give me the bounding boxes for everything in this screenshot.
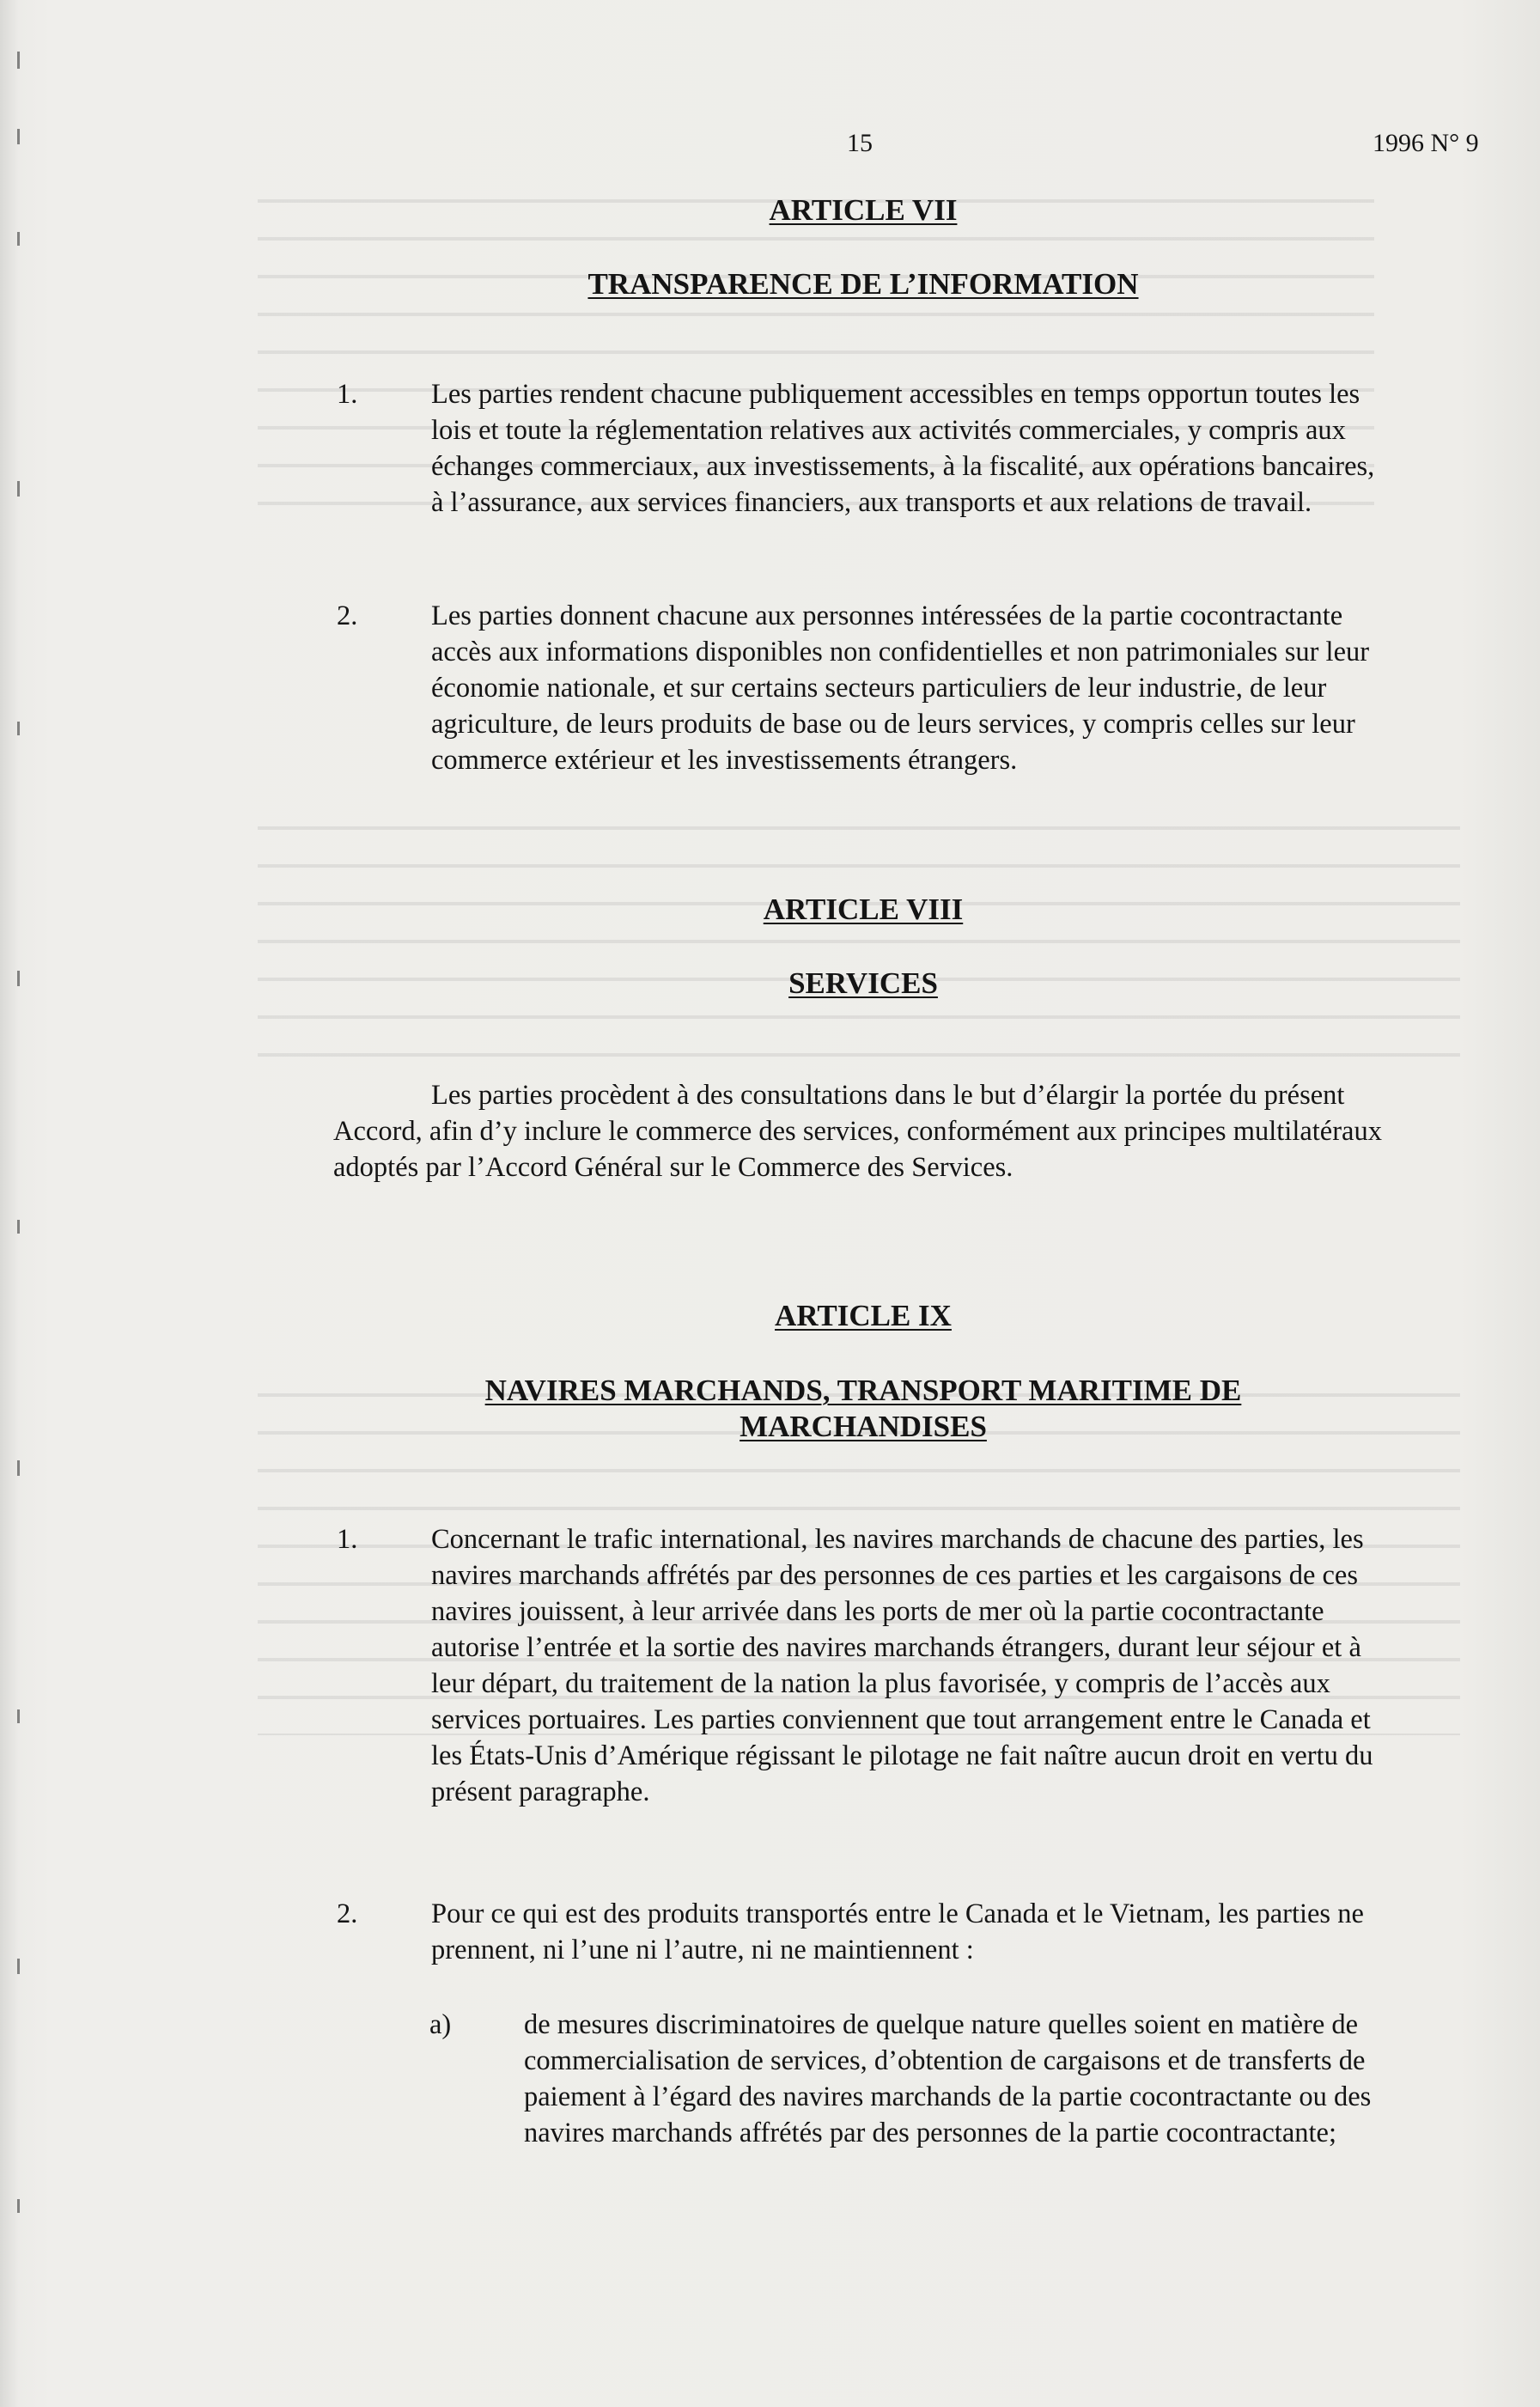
article-7-item-2-number: 2. (337, 600, 358, 631)
article-9-item-1-text: Concernant le trafic international, les navires marchands de chacune des parties, les navires marchands affrétés par des personnes de ces parties et les cargaisons de ces navires jouissent, à leur arrivée dans les ports de mer où la partie cocontractante autorise l’entrée et la sortie des navires marchands étrangers, durant leur séjour et à leur départ, du traitement de la nation la plus favorisée, y compris de l’accès aux services portuaires. Les parties conviennent que tout arrangement entre le Canada et les États-Unis d’Amérique régissant le pilotage ne fait naître aucun droit en vertu du présent paragraphe. (431, 1524, 1373, 1807)
scan-edge-mark (17, 129, 20, 144)
article-7-item-1-text: Les parties rendent chacune publiquement accessibles en temps opportun toutes les lois et toute la réglementation relatives aux activités commerciales, y compris aux échanges commerciaux, aux investissements, à la fiscalité, aux opérations bancaires, à l’assurance, aux services financiers, aux transports et aux relations de travail. (431, 379, 1375, 518)
article-8-subtitle: SERVICES (788, 966, 938, 1000)
article-9-item-1-number: 1. (337, 1524, 358, 1555)
article-7-title: ARTICLE VII (769, 193, 958, 227)
scan-edge-mark (17, 52, 20, 69)
article-9-subtitle-line-2: MARCHANDISES (740, 1410, 987, 1443)
article-7-item-1-number: 1. (337, 379, 358, 410)
article-7-subtitle: TRANSPARENCE DE L’INFORMATION (587, 267, 1139, 301)
article-9-title: ARTICLE IX (775, 1299, 952, 1332)
scan-edge-mark (17, 232, 20, 246)
article-9-item-2-number: 2. (337, 1898, 358, 1929)
article-7-item-2-text: Les parties donnent chacune aux personnes intéressées de la partie cocontractante accès aux informations disponibles non confidentielles et non patrimoniales sur leur économie nationale, et sur certains secteurs particuliers de leur industrie, de leur agriculture, de leurs produits de base ou de leurs services, y compris celles sur leur commerce extérieur et les investissements étrangers. (431, 600, 1370, 776)
scan-edge-mark (17, 2199, 20, 2213)
document-reference: 1996 N° 9 (1373, 129, 1479, 157)
page-number: 15 (847, 129, 873, 157)
scan-edge-mark (17, 722, 20, 735)
scan-edge-mark (17, 481, 20, 497)
scan-edge-mark (17, 1220, 20, 1234)
article-9-subitem-a-letter: a) (429, 2009, 452, 2040)
article-8-title: ARTICLE VIII (763, 893, 964, 926)
scan-edge-mark (17, 1959, 20, 1974)
show-through-texture (258, 807, 1460, 1065)
article-9-item-2-text: Pour ce qui est des produits transportés entre le Canada et le Vietnam, les parties ne prennent, ni l’une ni l’autre, ni ne maintiennent : (431, 1898, 1364, 1965)
article-9-subitem-a-text: de mesures discriminatoires de quelque nature quelles soient en matière de commercialisation de services, d’obtention de cargaisons et de transferts de paiement à l’égard des navires marchands de la partie cocontractante ou des navires marchands affrétés par des personnes de la partie cocontractante; (524, 2009, 1372, 2148)
scan-edge-mark (17, 1460, 20, 1476)
article-9-subtitle-line-1: NAVIRES MARCHANDS, TRANSPORT MARITIME DE (484, 1374, 1242, 1407)
article-8-text: Les parties procèdent à des consultations dans le but d’élargir la portée du présent Accord, afin d’y inclure le commerce des services, conformément aux principes multilatéraux adoptés par l’Accord Général sur le Commerce des Services. (333, 1080, 1382, 1183)
scan-edge-mark (17, 1709, 20, 1723)
